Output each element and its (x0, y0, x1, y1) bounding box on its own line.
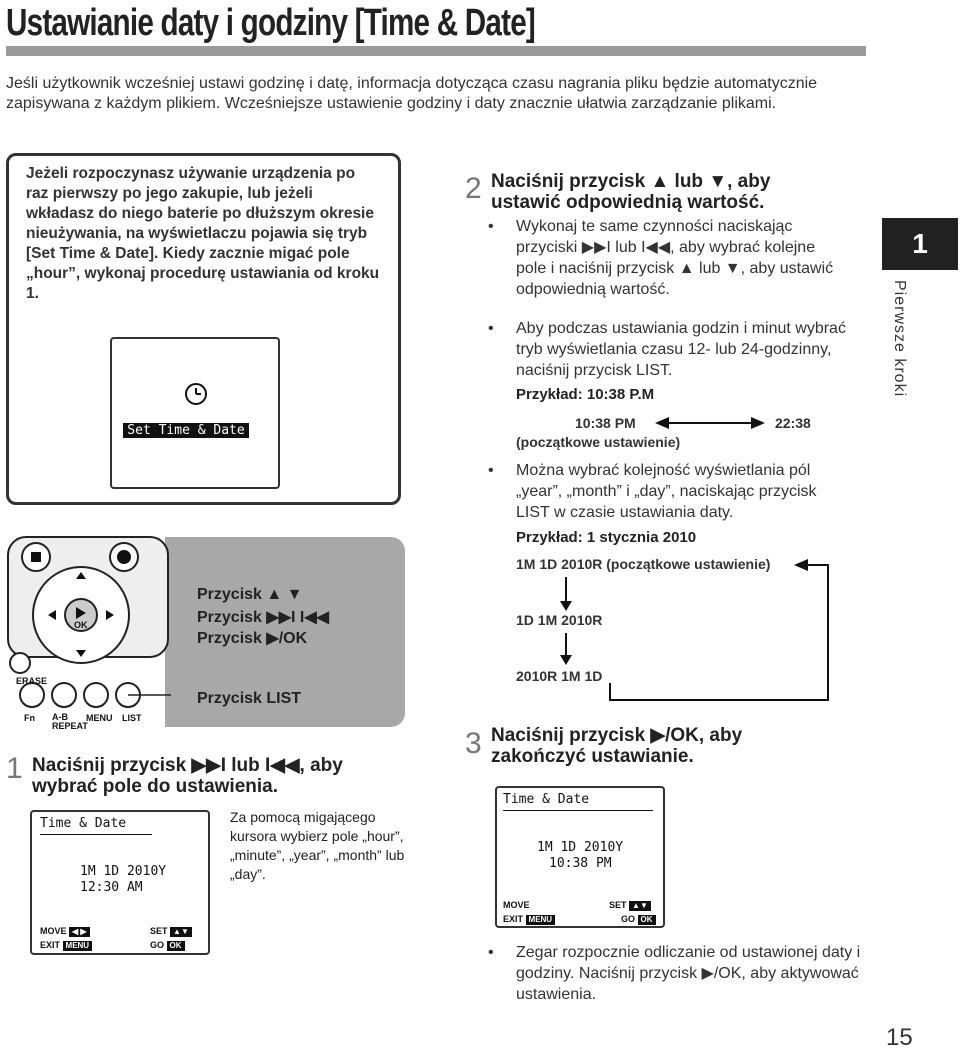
step1-move: MOVE (40, 926, 67, 936)
step1-set: SET (150, 926, 168, 936)
step1-ok-key: OK (167, 941, 185, 951)
page-title: Ustawianie daty i godziny [Time & Date] (6, 2, 536, 44)
step3-screen-time: 10:38 PM (549, 856, 612, 871)
step1-menu-key: MENU (63, 941, 93, 951)
step2-number: 2 (465, 172, 482, 205)
fn-label: Fn (24, 713, 35, 723)
step3-ok-key: OK (638, 915, 656, 925)
ok-label: OK (74, 620, 88, 630)
example1-note: (początkowe ustawienie) (516, 434, 681, 450)
step3-menu-key: MENU (526, 915, 556, 925)
step2-bullet-3: • Można wybrać kolejność wyświetlania pól „year”, „month” i „day”, naciskając przycisk LIST w czasie ustawiania daty. (516, 460, 851, 523)
example1-label: Przykład: 10:38 P.M (516, 386, 655, 403)
label-ff-rew: Przycisk ▶▶I I◀◀ (197, 609, 329, 626)
step1-screen-date: 1M 1D 2010Y (80, 864, 167, 879)
list-label: LIST (122, 713, 142, 723)
step3-screen: Time & Date 1M 1D 2010Y 10:38 PM MOVE SET ▲▼ EXIT MENU GO OK (495, 786, 665, 928)
step3-move: MOVE (503, 900, 530, 910)
example1-right: 22:38 (775, 415, 811, 431)
menu-label: MENU (86, 713, 113, 723)
step3-bullet: • Zegar rozpocznie odliczanie od ustawionej daty i godziny. Naciśnij przycisk ▶/OK, aby aktywować ustawienia. (516, 942, 866, 1005)
erase-label: ERASE (16, 676, 48, 686)
callout-text: Jeżeli rozpoczynasz używanie urządzenia po raz pierwszy po jego zakupie, lub jeżeli wkładasz do niego baterie po dłuższym okresie nieużywania, na wyświetlaczu pojawia się tryb [Set Time & Date]. Kiedy zacznie migać pole „hour”, wykonaj procedurę ustawiania od kroku 1. (26, 165, 380, 302)
step3-go: GO (621, 914, 636, 924)
example2-label: Przykład: 1 stycznia 2010 (516, 529, 697, 546)
step3-screen-date: 1M 1D 2010Y (537, 840, 624, 855)
order-1: 1M 1D 2010R (początkowe ustawienie) (516, 556, 771, 572)
step1-exit: EXIT (40, 940, 61, 950)
order-3: 2010R 1M 1D (516, 668, 603, 684)
step1-go: GO (150, 940, 165, 950)
step3-heading: Naciśnij przycisk ▶/OK, aby zakończyć ustawianie. (491, 725, 743, 767)
order-2: 1D 1M 2010R (516, 612, 603, 628)
title-rule (6, 46, 866, 56)
set-time-screen (110, 337, 280, 489)
ab-repeat-label: A-B REPEAT (52, 712, 88, 731)
intro-paragraph: Jeśli użytkownik wcześniej ustawi godzinę i datę, informacja dotycząca czasu nagrania pliku będzie automatycznie zapisywana z każdym plikiem. Wcześniejsze ustawienie godziny i daty znacznie ułatwia zarządzanie plikami. (6, 75, 818, 112)
step2-bullet-1: • Wykonaj te same czynności naciskając przyciski ▶▶I lub I◀◀, aby wybrać kolejne pole i naciśnij przycisk ▲ lub ▼, aby ustawić odpowiednią wartość. (516, 216, 846, 300)
label-play-ok: Przycisk ▶/OK (197, 630, 308, 647)
step1-note: Za pomocą migającego kursora wybierz pole „hour”, „minute”, „year”, „month” lub „day”. (230, 809, 405, 882)
label-up-down: Przycisk ▲ ▼ (197, 586, 303, 603)
step3-set: SET (609, 900, 627, 910)
step1-screen-title: Time & Date (40, 816, 127, 831)
step2-heading: Naciśnij przycisk ▲ lub ▼, aby ustawić odpowiednią wartość. (491, 171, 771, 213)
step1-heading: Naciśnij przycisk ▶▶I lub I◀◀, aby wybrać pole do ustawienia. (32, 755, 343, 797)
order-cycle-arrows (520, 555, 832, 705)
step2-bullet-2: • Aby podczas ustawiania godzin i minut wybrać tryb wyświetlania czasu 12- lub 24-godzinny, naciśnij przycisk LIST. (516, 318, 846, 381)
step3-exit: EXIT (503, 914, 524, 924)
step3-screen-title: Time & Date (503, 792, 590, 807)
recorder-illustration (6, 535, 171, 735)
double-arrow (655, 416, 765, 430)
step3-number: 3 (465, 727, 482, 760)
step1-number: 1 (6, 752, 23, 785)
page-number: 15 (886, 1024, 913, 1051)
step1-screen-time: 12:30 AM (80, 880, 143, 895)
chapter-tab: 1 (882, 218, 958, 270)
example1-left: 10:38 PM (575, 415, 636, 431)
clock-icon (182, 379, 210, 407)
set-time-label: Set Time & Date (123, 423, 248, 438)
step1-screen: Time & Date 1M 1D 2010Y 12:30 AM MOVE ◀ ▶ SET ▲▼ EXIT MENU GO OK (30, 810, 210, 955)
label-list: Przycisk LIST (197, 690, 302, 707)
chapter-label: Pierwsze kroki (891, 280, 908, 398)
